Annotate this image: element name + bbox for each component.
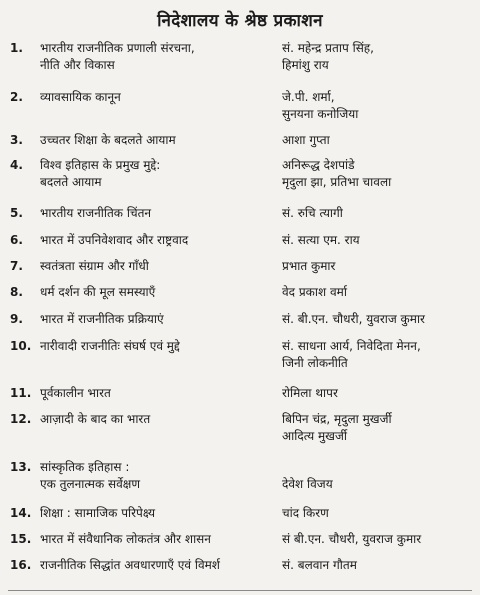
book-title-line: पूर्वकालीन भारत (40, 386, 111, 400)
entry-number: 12. (10, 412, 32, 426)
book-title-line: सांस्कृतिक इतिहास : (40, 460, 130, 474)
book-author (282, 157, 477, 191)
author-line: चांद किरण (282, 506, 329, 520)
book-title (40, 232, 272, 249)
book-title (40, 385, 272, 402)
author-line: सं. सत्या एम. राय (282, 233, 360, 247)
book-title (40, 531, 272, 548)
book-title (40, 338, 272, 355)
author-line: सं बी.एन. चौधरी, युवराज कुमार (282, 532, 422, 546)
book-author (282, 459, 477, 493)
book-title-line: शिक्षा : सामाजिक परिपेक्ष्य (40, 506, 156, 520)
book-title-line: नारीवादी राजनीतिः संघर्ष एवं मुद्दे (40, 339, 180, 353)
author-line: जे.पी. शर्मा, (282, 90, 335, 104)
entry-number: 14. (10, 506, 32, 520)
book-author (282, 258, 477, 275)
book-title-line: राजनीतिक सिद्धांत अवधारणाएँ एवं विमर्श (40, 558, 220, 572)
book-author (282, 40, 477, 74)
author-line: सं. साधना आर्य, निवेदिता मेनन, (282, 339, 421, 353)
entry-number: 9. (10, 312, 23, 326)
book-title (40, 132, 272, 149)
bottom-divider (8, 590, 472, 591)
author-line: रोमिला थापर (282, 386, 338, 400)
book-author (282, 89, 477, 123)
author-line: जिनी लोकनीति (282, 356, 348, 370)
entry-number: 5. (10, 206, 23, 220)
author-line: मृदुला झा, प्रतिभा चावला (282, 175, 392, 189)
entry-number: 7. (10, 259, 23, 273)
page-title: निदेशालय के श्रेष्ठ प्रकाशन (157, 11, 323, 31)
book-title-line: भारतीय राजनीतिक प्रणाली संरचना, (40, 41, 195, 55)
book-author (282, 557, 477, 574)
book-title-line: उच्चतर शिक्षा के बदलते आयाम (40, 133, 176, 147)
book-title (40, 89, 272, 106)
book-title-line: धर्म दर्शन की मूल समस्याएँ (40, 285, 156, 299)
book-title-line: एक तुलनात्मक सर्वेक्षण (40, 477, 141, 491)
book-title (40, 311, 272, 328)
book-title (40, 459, 272, 493)
book-title-line: व्यावसायिक कानून (40, 90, 121, 104)
entry-number: 10. (10, 339, 32, 353)
author-line: बिपिन चंद्र, मृदुला मुखर्जी (282, 412, 392, 426)
book-author (282, 385, 477, 402)
author-line: सं. बी.एन. चौधरी, युवराज कुमार (282, 312, 425, 326)
book-title-line: आज़ादी के बाद का भारत (40, 412, 151, 426)
entry-number: 13. (10, 460, 32, 474)
book-author (282, 505, 477, 522)
author-line: देवेश विजय (282, 477, 333, 491)
book-title (40, 40, 272, 74)
entry-number: 11. (10, 386, 32, 400)
book-author (282, 232, 477, 249)
book-title (40, 505, 272, 522)
author-line: सं. रुचि त्यागी (282, 206, 343, 220)
book-title (40, 157, 272, 191)
book-author (282, 132, 477, 149)
entry-number: 8. (10, 285, 23, 299)
author-line: अनिरूद्ध देशपांडे (282, 158, 355, 172)
author-line: हिमांशु राय (282, 58, 329, 72)
book-title (40, 205, 272, 222)
book-title-line: नीति और विकास (40, 58, 115, 72)
author-line: सं. महेन्द्र प्रताप सिंह, (282, 41, 374, 55)
author-line: वेद प्रकाश वर्मा (282, 285, 347, 299)
book-title-line: भारतीय राजनीतिक चिंतन (40, 206, 152, 220)
book-title (40, 411, 272, 428)
book-title-line: भारत में उपनिवेशवाद और राष्ट्रवाद (40, 233, 189, 247)
book-title-line: विश्व इतिहास के प्रमुख मुद्दे: (40, 158, 161, 172)
author-line: प्रभात कुमार (282, 259, 336, 273)
entry-number: 6. (10, 233, 23, 247)
book-title-line: स्वतंत्रता संग्राम और गाँधी (40, 259, 149, 273)
entry-number: 4. (10, 158, 23, 172)
author-line: सुनयना कनोजिया (282, 107, 359, 121)
author-line: सं. बलवान गौतम (282, 558, 357, 572)
book-title (40, 557, 272, 574)
book-author (282, 205, 477, 222)
author-line (282, 459, 477, 476)
book-title (40, 284, 272, 301)
book-author (282, 338, 477, 372)
book-title-line: भारत में राजनीतिक प्रक्रियाएं (40, 312, 164, 326)
author-line: आशा गुप्ता (282, 133, 330, 147)
entry-number: 2. (10, 90, 23, 104)
entry-number: 16. (10, 558, 32, 572)
book-author (282, 284, 477, 301)
author-line: आदित्य मुखर्जी (282, 429, 348, 443)
entry-number: 1. (10, 41, 23, 55)
book-author (282, 311, 477, 328)
book-title-line: बदलते आयाम (40, 175, 102, 189)
book-title (40, 258, 272, 275)
entry-number: 15. (10, 532, 32, 546)
book-author (282, 411, 477, 445)
book-author (282, 531, 477, 548)
book-title-line: भारत में संवैधानिक लोकतंत्र और शासन (40, 532, 211, 546)
entry-number: 3. (10, 133, 23, 147)
